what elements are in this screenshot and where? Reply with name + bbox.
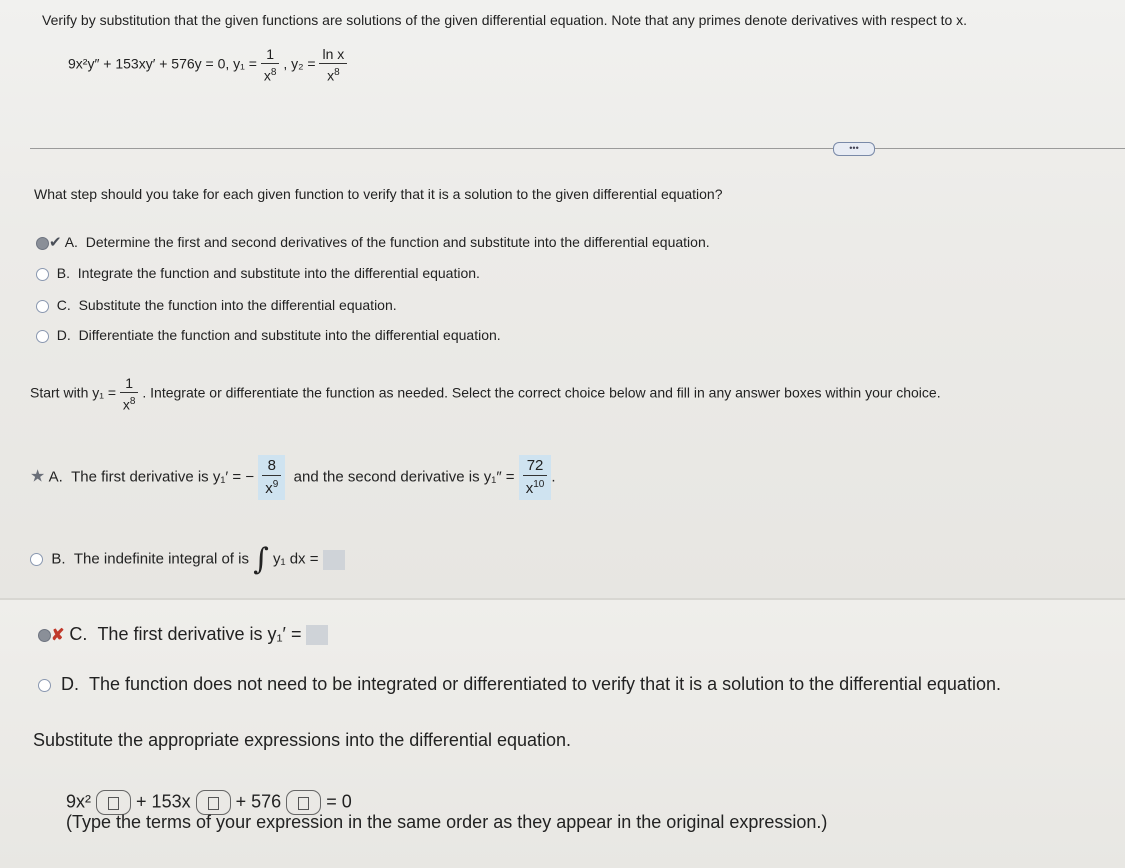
option-letter: C. xyxy=(69,624,88,644)
option-text: The first derivative is y₁′ = xyxy=(71,468,242,486)
q1-option-d[interactable] xyxy=(36,327,501,343)
y2-fraction xyxy=(319,45,347,85)
radio-selected-icon[interactable] xyxy=(38,629,51,642)
q2-option-d[interactable] xyxy=(38,674,1001,695)
equals-zero: = 0 xyxy=(326,791,352,812)
radio-icon[interactable] xyxy=(36,330,49,343)
empty-box-icon xyxy=(298,797,309,810)
option-text: The first derivative is y₁′ = xyxy=(97,624,302,644)
differential-equation xyxy=(68,45,347,85)
integral-answer-box[interactable] xyxy=(323,550,345,570)
option-letter: D. xyxy=(61,674,80,694)
radio-icon[interactable] xyxy=(36,268,49,281)
x-mark-icon: ✘ xyxy=(51,627,65,644)
q1-option-b[interactable] xyxy=(36,265,480,281)
option-letter: B. xyxy=(51,550,66,568)
q3-instruction: Substitute the appropriate expressions into the differential equation. xyxy=(33,730,572,750)
option-text: Differentiate the function and substitute into the differential equation. xyxy=(78,327,501,343)
y1-denominator: $x^8$ xyxy=(263,67,277,84)
empty-box-icon xyxy=(108,797,119,810)
option-letter: B. xyxy=(56,265,71,281)
integrand: y₁ dx = xyxy=(272,550,319,568)
fraction-numerator: 1 xyxy=(120,374,139,393)
q2-prompt xyxy=(30,374,941,414)
integral-symbol: ∫ xyxy=(253,542,269,577)
checkmark-icon: ✔ xyxy=(49,234,62,251)
section-divider xyxy=(30,148,1125,149)
start-suffix: . Integrate or differentiate the function as needed. Select the correct choice below and fill in any answer boxes within your choice. xyxy=(142,384,941,401)
y1-fraction xyxy=(120,374,139,414)
option-text: The indefinite integral of is xyxy=(73,550,249,568)
q2-option-c[interactable] xyxy=(38,624,328,645)
q1-option-c[interactable] xyxy=(36,297,397,313)
problem-instruction: Verify by substitution that the given functions are solutions of the given differential equation. Note that any primes denote derivatives with respect to x. xyxy=(42,12,968,28)
radio-icon[interactable] xyxy=(36,300,49,313)
radio-selected-icon[interactable] xyxy=(36,237,49,250)
option-text-2: and the second derivative is y₁″ = xyxy=(293,468,515,486)
star-icon: ★ xyxy=(30,466,46,486)
q3-note: (Type the terms of your expression in the same order as they appear in the original expression.) xyxy=(66,812,828,832)
option-letter: C. xyxy=(56,297,71,313)
y1-fraction xyxy=(261,45,280,85)
term-3: + 576 xyxy=(235,791,282,812)
option-letter: A. xyxy=(64,234,78,250)
first-derivative-answer[interactable]: $\frac{8}{x^9}$ xyxy=(258,455,285,500)
y2-label: , y₂ = xyxy=(283,55,316,72)
first-derivative-box[interactable] xyxy=(306,625,328,645)
term-2: + 153x xyxy=(136,791,191,812)
radio-icon[interactable] xyxy=(38,679,51,692)
q1-question: What step should you take for each given function to verify that it is a solution to the given differential equation? xyxy=(34,186,723,202)
term-1: 9x² xyxy=(66,791,92,812)
option-text: Integrate the function and substitute into the differential equation. xyxy=(77,265,480,281)
radio-icon[interactable] xyxy=(30,553,43,566)
y2-denominator: $x^8$ xyxy=(327,67,340,84)
option-text: Substitute the function into the differential equation. xyxy=(78,297,397,313)
equation-text: 9x²y″ + 153xy′ + 576y = 0, y₁ = xyxy=(68,55,257,72)
option-text: The function does not need to be integrated or differentiated to verify that it is a solution to the differential equation. xyxy=(89,674,1001,694)
empty-box-icon xyxy=(208,797,219,810)
q2-option-b[interactable] xyxy=(30,542,345,577)
fraction-denominator: $x^8$ xyxy=(122,396,136,413)
more-button[interactable]: ••• xyxy=(833,142,875,156)
second-derivative-answer[interactable]: $\frac{72}{x^{10}}$ xyxy=(519,455,552,500)
y1-numerator: 1 xyxy=(261,45,280,64)
option-text: Determine the first and second derivatives of the function and substitute into the differential equation. xyxy=(85,234,710,250)
q2-option-a[interactable]: ★ A. The first derivative is y₁′ = − $\frac{8}{x^9}$ and the second derivative is y₁″ = $\frac{72}{x^{10}}$ . xyxy=(30,455,556,500)
option-letter: A. xyxy=(48,468,63,486)
minus-sign: − xyxy=(245,468,255,486)
q1-option-a[interactable] xyxy=(36,233,710,251)
y2-numerator: ln x xyxy=(319,45,347,64)
start-prefix: Start with y₁ = xyxy=(30,384,117,401)
option-letter: D. xyxy=(56,327,71,343)
